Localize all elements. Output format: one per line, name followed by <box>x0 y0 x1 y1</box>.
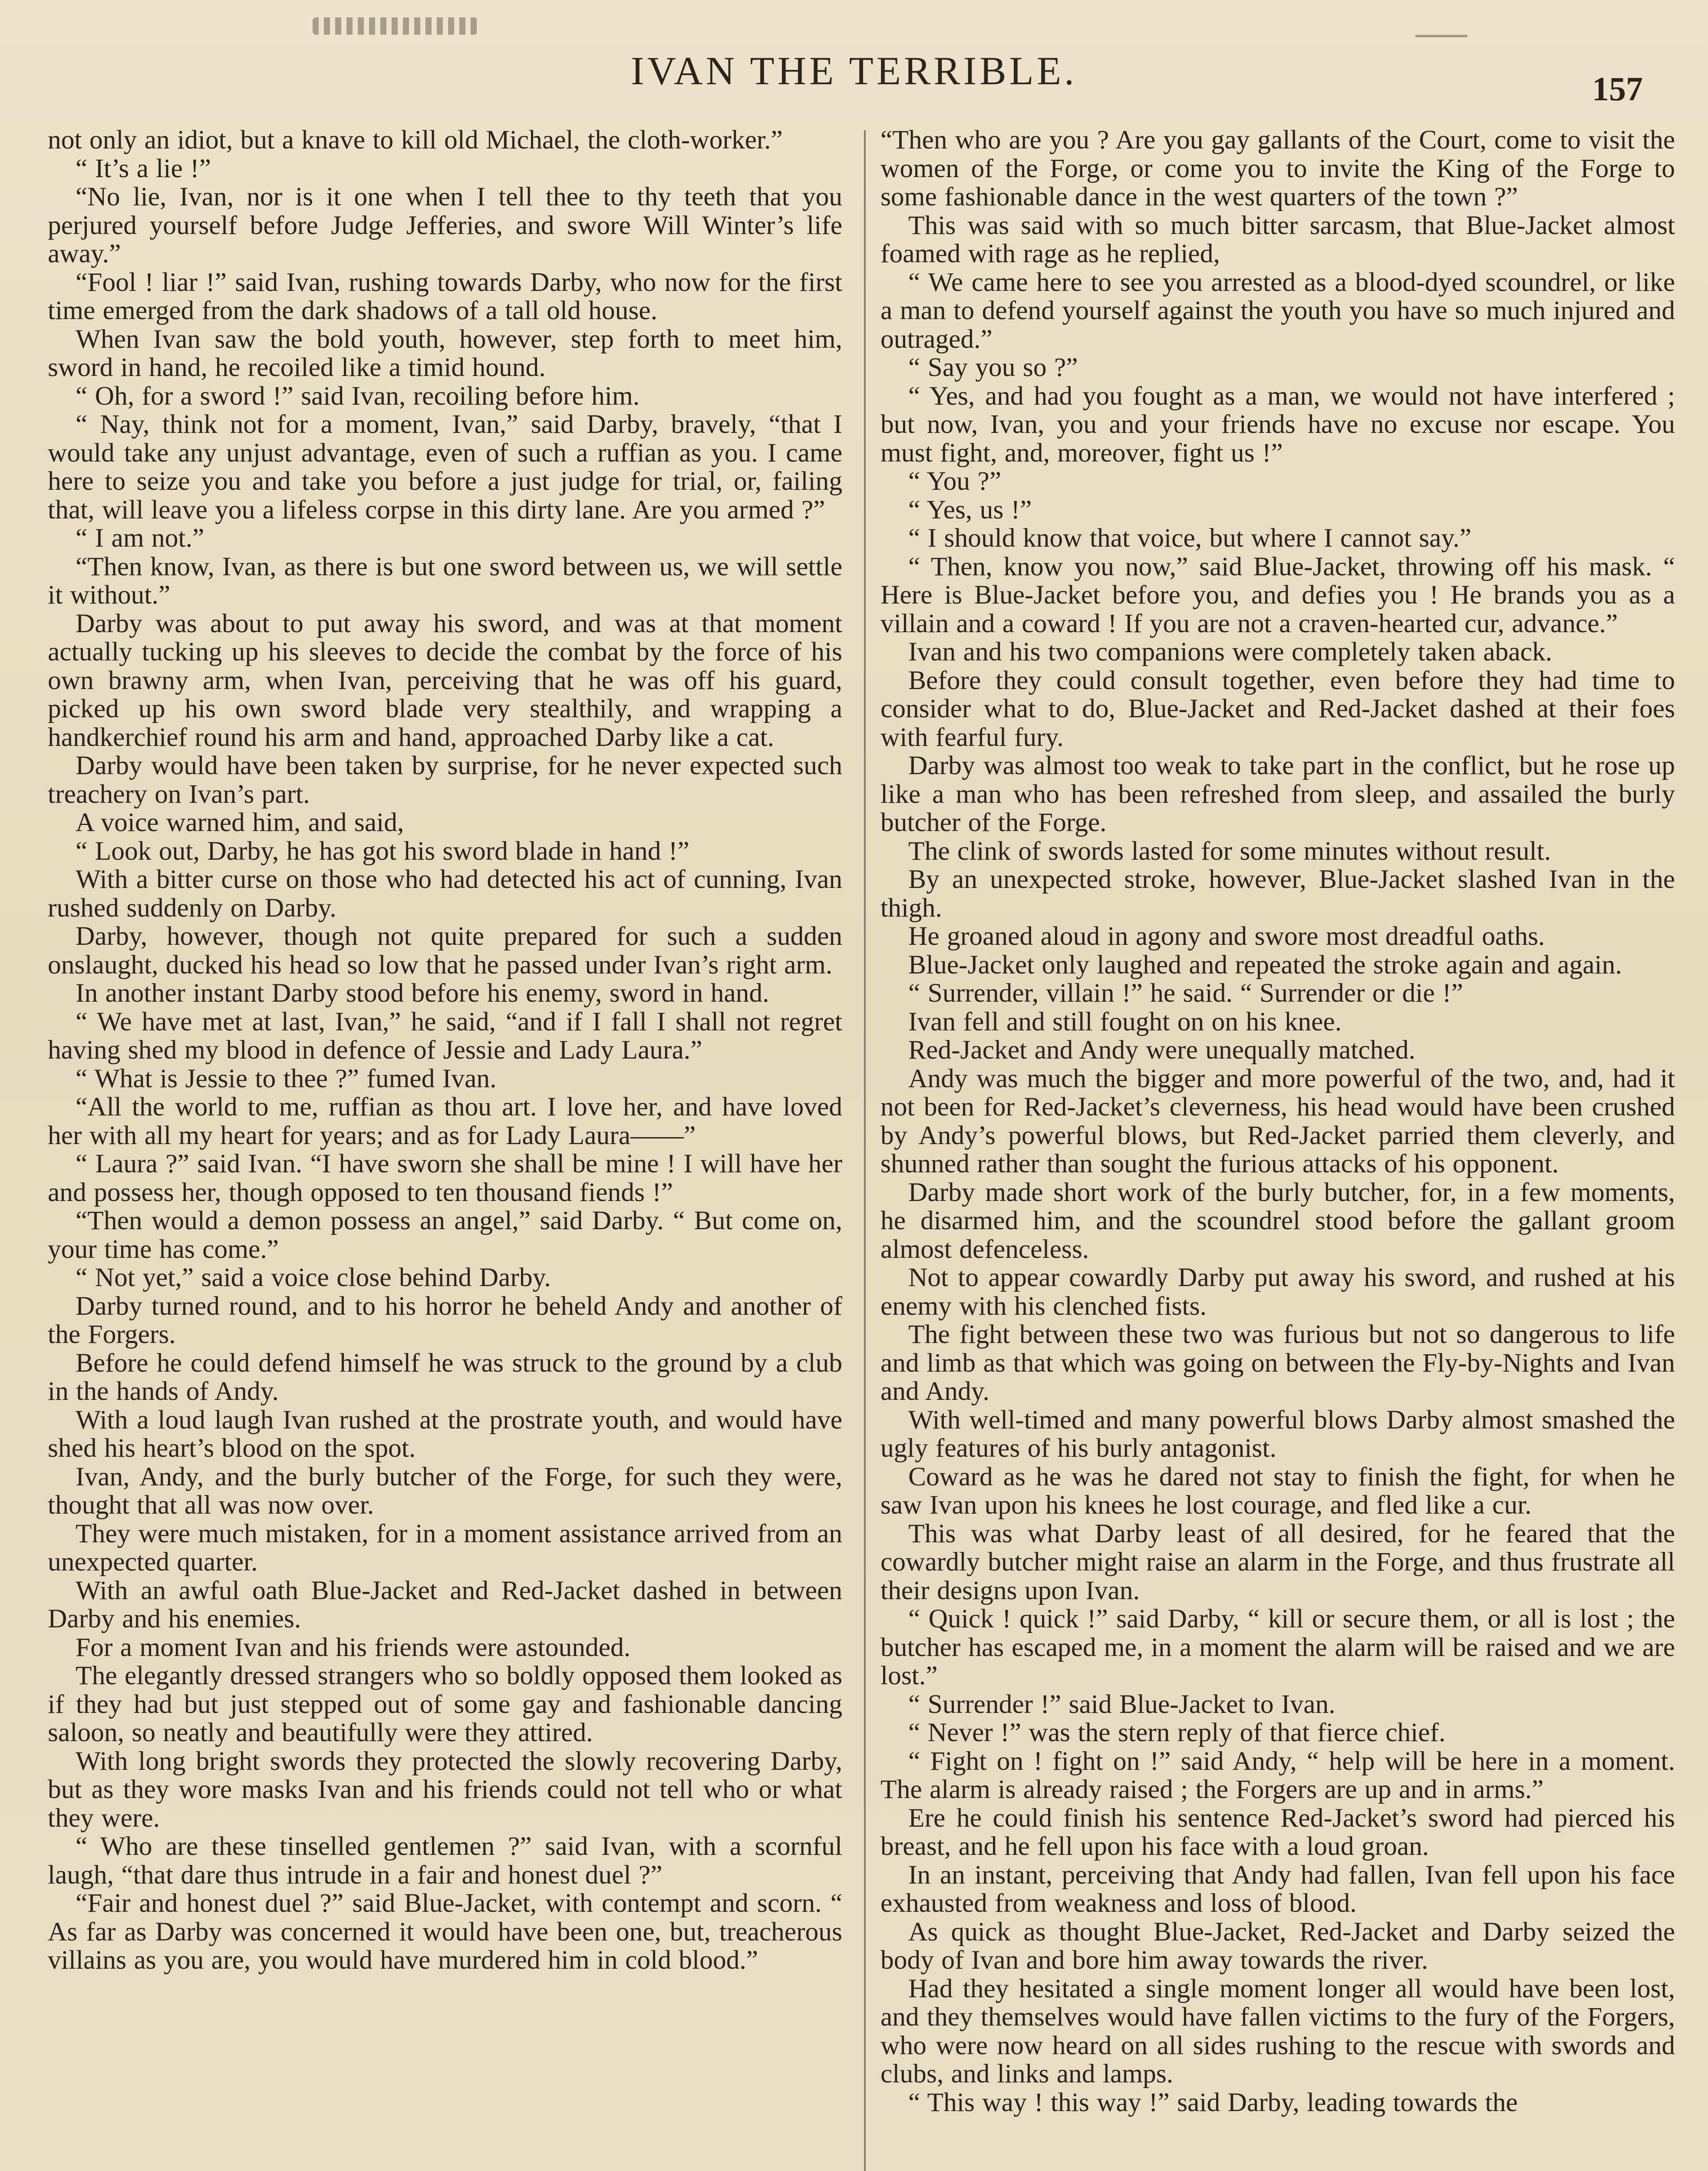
text-column-left <box>48 126 842 2171</box>
paragraph: Ivan fell and still fought on on his knee. <box>908 1006 1342 1036</box>
paragraph: “ It’s a lie !” <box>76 153 211 183</box>
paragraph: “Then who are you ? Are you gay gallants of the Court, come to visit the women of the Forge, or come you to invite the King of the Forge to some fashionable dance in the west quarters of the town ?” <box>880 126 1675 211</box>
ink-dash-top <box>1415 35 1467 37</box>
paragraph: Not to appear cowardly Darby put away his sword, and rushed at his enemy with his clenched fists. <box>880 1263 1675 1321</box>
paragraph: “No lie, Ivan, nor is it one when I tell thee to thy teeth that you perjured yourself before Judge Jefferies, and swore Will Winter’s life away.” <box>48 182 842 268</box>
paragraph: This was said with so much bitter sarcasm, that Blue-Jacket almost foamed with rage as he replied, <box>880 210 1675 268</box>
paragraph: not only an idiot, but a knave to kill old Michael, the cloth-worker.” <box>48 126 783 155</box>
paragraph: “ We came here to see you arrested as a blood-dyed scoundrel, or like a man to defend yourself against the youth you have so much injured and outraged.” <box>880 267 1675 354</box>
paragraph: “ Surrender, villain !” he said. “ Surrender or die !” <box>908 978 1463 1008</box>
paragraph: “Then would a demon possess an angel,” said Darby. “ But come on, your time has come.” <box>48 1206 842 1264</box>
paragraph: He groaned aloud in agony and swore most dreadful oaths. <box>908 921 1545 951</box>
paragraph: “ Never !” was the stern reply of that fierce chief. <box>908 1718 1446 1747</box>
paragraph: Andy was much the bigger and more powerful of the two, and, had it not been for Red-Jacket’s cleverness, his head would have been crushed by Andy’s powerful blows, but Red-Jacket parried them cleverly, and shunned rather than sought the furious attacks of his opponent. <box>880 1063 1675 1178</box>
paragraph: “ Quick ! quick !” said Darby, “ kill or secure them, or all is lost ; the butcher has escaped me, in a moment the alarm will be raised and we are lost.” <box>880 1604 1675 1690</box>
paragraph: When Ivan saw the bold youth, however, step forth to meet him, sword in hand, he recoiled like a timid hound. <box>48 324 842 382</box>
paragraph: “ Say you so ?” <box>908 353 1078 382</box>
paragraph: Before they could consult together, even before they had time to consider what to do, Blue-Jacket and Red-Jacket dashed at their foes with fearful fury. <box>880 665 1675 752</box>
paragraph: With long bright swords they protected the slowly recovering Darby, but as they wore masks Ivan and his friends could not tell who or what they were. <box>48 1746 842 1833</box>
paragraph: Had they hesitated a single moment longer all would have been lost, and they themselves would have fallen victims to the fury of the Forgers, who were now heard on all sides rushing to the rescue with swords and clubs, and links and lamps. <box>880 1973 1675 2089</box>
paragraph: A voice warned him, and said, <box>76 808 404 837</box>
page-number: 157 <box>1592 70 1643 108</box>
ink-smudge-top <box>313 17 478 35</box>
paragraph: Ere he could finish his sentence Red-Jacket’s sword had pierced his breast, and he fell upon his face with a loud groan. <box>880 1803 1675 1861</box>
paragraph: Darby was almost too weak to take part in the conflict, but he rose up like a man who has been refreshed from sleep, and assailed the burly butcher of the Forge. <box>880 751 1675 837</box>
paragraph: With a bitter curse on those who had detected his act of cunning, Ivan rushed suddenly on Darby. <box>48 864 842 923</box>
paragraph: Red-Jacket and Andy were unequally matched. <box>908 1035 1415 1065</box>
paragraph: “ Fight on ! fight on !” said Andy, “ help will be here in a moment. The alarm is already raised ; the Forgers are up and in arms.” <box>880 1746 1675 1804</box>
paragraph: “ Then, know you now,” said Blue-Jacket, throwing off his mask. “ Here is Blue-Jacket before you, and defies you ! He brands you as a villain and a coward ! If you are not a craven-hearted cur, advance.” <box>880 551 1675 638</box>
paragraph: Coward as he was he dared not stay to finish the fight, for when he saw Ivan upon his knees he lost courage, and fled like a cur. <box>880 1462 1675 1520</box>
paragraph: “ Who are these tinselled gentlemen ?” said Ivan, with a scornful laugh, “that dare thus intrude in a fair and honest duel ?” <box>48 1831 842 1890</box>
paragraph: By an unexpected stroke, however, Blue-Jacket slashed Ivan in the thigh. <box>880 864 1675 923</box>
paragraph: “ Nay, think not for a moment, Ivan,” said Darby, bravely, “that I would take any unjust advantage, even of such a ruffian as you. I came here to seize you and take you before a just judge for trial, or, failing that, will leave you a lifeless corpse in this dirty lane. Are you armed ?” <box>48 409 842 525</box>
paragraph: “ I am not.” <box>76 523 204 553</box>
page-title: IVAN THE TERRIBLE. <box>630 49 1078 93</box>
paragraph: “ Yes, us !” <box>908 495 1032 525</box>
paragraph: With an awful oath Blue-Jacket and Red-Jacket dashed in between Darby and his enemies. <box>48 1575 842 1633</box>
paragraph: “ Surrender !” said Blue-Jacket to Ivan. <box>908 1689 1335 1719</box>
paragraph: Darby was about to put away his sword, and was at that moment actually tucking up his sleeves to decide the combat by the force of his own brawny arm, when Ivan, perceiving that he was off his guard, picked up his own sword blade very stealthily, and wrapping a handkerchief round his arm and hand, approached Darby like a cat. <box>48 608 842 752</box>
paragraph: Blue-Jacket only laughed and repeated the stroke again and again. <box>908 950 1622 980</box>
paragraph: “Fair and honest duel ?” said Blue-Jacket, with contempt and scorn. “ As far as Darby was concerned it would have been one, but, treacherous villains as you are, you would have murdered him in cold blood.” <box>48 1888 842 1975</box>
paragraph: “ I should know that voice, but where I cannot say.” <box>908 523 1471 553</box>
paragraph: “All the world to me, ruffian as thou art. I love her, and have loved her with all my heart for years; and as for Lady Laura——” <box>48 1092 842 1150</box>
paragraph: “Fool ! liar !” said Ivan, rushing towards Darby, who now for the first time emerged from the dark shadows of a tall old house. <box>48 267 842 325</box>
paragraph: Darby made short work of the burly butcher, for, in a few moments, he disarmed him, and the scoundrel stood before the gallant groom almost defenceless. <box>880 1177 1675 1264</box>
paragraph: “ Oh, for a sword !” said Ivan, recoiling before him. <box>76 381 640 411</box>
paragraph: “ You ?” <box>908 466 1002 496</box>
paragraph: “ What is Jessie to thee ?” fumed Ivan. <box>76 1063 497 1093</box>
paragraph: “ Not yet,” said a voice close behind Darby. <box>76 1263 551 1292</box>
paragraph: “ We have met at last, Ivan,” he said, “and if I fall I shall not regret having shed my blood in defence of Jessie and Lady Laura.” <box>48 1006 842 1065</box>
paragraph: Darby, however, though not quite prepared for such a sudden onslaught, ducked his head so low that he passed under Ivan’s right arm. <box>48 921 842 980</box>
paragraph: This was what Darby least of all desired, for he feared that the cowardly butcher might raise an alarm in the Forge, and thus frustrate all their designs upon Ivan. <box>880 1518 1675 1605</box>
paragraph: With a loud laugh Ivan rushed at the prostrate youth, and would have shed his heart’s blood on the spot. <box>48 1405 842 1463</box>
paragraph: For a moment Ivan and his friends were astounded. <box>76 1632 631 1662</box>
paragraph: “ Laura ?” said Ivan. “I have sworn she shall be mine ! I will have her and possess her, though opposed to ten thousand fiends !” <box>48 1149 842 1207</box>
paragraph: The elegantly dressed strangers who so boldly opposed them looked as if they had but just stepped out of some gay and fashionable dancing saloon, so neatly and beautifully were they attired. <box>48 1661 842 1747</box>
paragraph: “ This way ! this way !” said Darby, leading towards the <box>908 2087 1518 2117</box>
text-column-right <box>880 126 1675 2171</box>
paragraph: The clink of swords lasted for some minutes without result. <box>908 836 1551 866</box>
column-divider <box>864 130 866 2171</box>
paragraph: Darby would have been taken by surprise, for he never expected such treachery on Ivan’s part. <box>48 751 842 809</box>
paragraph: Ivan and his two companions were completely taken aback. <box>908 637 1552 666</box>
paragraph: In an instant, perceiving that Andy had fallen, Ivan fell upon his face exhausted from weakness and loss of blood. <box>880 1860 1675 1918</box>
paragraph: They were much mistaken, for in a moment assistance arrived from an unexpected quarter. <box>48 1518 842 1577</box>
paragraph: “ Look out, Darby, he has got his sword blade in hand !” <box>76 836 689 866</box>
paragraph: Ivan, Andy, and the burly butcher of the Forge, for such they were, thought that all was now over. <box>48 1462 842 1520</box>
paragraph: Before he could defend himself he was struck to the ground by a club in the hands of Andy. <box>48 1348 842 1406</box>
paragraph: The fight between these two was furious but not so dangerous to life and limb as that which was going on between the Fly-by-Nights and Ivan and Andy. <box>880 1320 1675 1406</box>
paragraph: Darby turned round, and to his horror he beheld Andy and another of the Forgers. <box>48 1291 842 1349</box>
paragraph: In another instant Darby stood before his enemy, sword in hand. <box>76 978 769 1008</box>
paragraph: “Then know, Ivan, as there is but one sword between us, we will settle it without.” <box>48 551 842 610</box>
paragraph: With well-timed and many powerful blows Darby almost smashed the ugly features of his burly antagonist. <box>880 1405 1675 1463</box>
paragraph: As quick as thought Blue-Jacket, Red-Jacket and Darby seized the body of Ivan and bore him away towards the river. <box>880 1917 1675 1975</box>
paragraph: “ Yes, and had you fought as a man, we would not have interfered ; but now, Ivan, you and your friends have no excuse nor escape. You must fight, and, moreover, fight us !” <box>880 381 1675 468</box>
